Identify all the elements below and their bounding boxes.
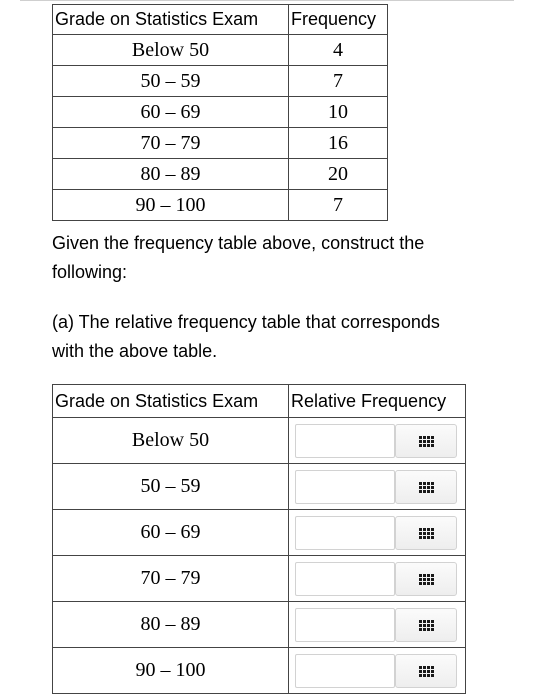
frequency-cell: 10 <box>289 97 388 128</box>
grade-cell: 70 – 79 <box>53 556 289 602</box>
table-row <box>53 418 466 464</box>
math-keypad-button[interactable] <box>395 470 457 504</box>
table-row <box>53 464 466 510</box>
frequency-table <box>52 4 388 221</box>
grid-icon <box>419 574 434 585</box>
table-row <box>53 128 388 159</box>
relative-frequency-input-below-50[interactable] <box>295 424 395 458</box>
table-row <box>53 159 388 190</box>
math-keypad-button[interactable] <box>395 424 457 458</box>
math-keypad-button[interactable] <box>395 654 457 688</box>
math-keypad-button[interactable] <box>395 516 457 550</box>
part-a-question: (a) The relative frequency table that corresponds with the above table. <box>52 312 440 361</box>
table-row <box>53 648 466 694</box>
grade-column-header: Grade on Statistics Exam <box>53 385 289 418</box>
grade-column-header: Grade on Statistics Exam <box>53 5 289 35</box>
relative-frequency-input-80-89[interactable] <box>295 608 395 642</box>
frequency-cell: 7 <box>289 190 388 221</box>
table-row <box>53 510 466 556</box>
grade-cell: 60 – 69 <box>53 97 289 128</box>
frequency-table-header <box>53 5 388 35</box>
table-row <box>53 602 466 648</box>
frequency-cell: 16 <box>289 128 388 159</box>
relative-frequency-table <box>52 384 466 694</box>
answer-cell <box>289 418 466 464</box>
grid-icon <box>419 436 434 447</box>
frequency-cell: 20 <box>289 159 388 190</box>
grade-cell: 70 – 79 <box>53 128 289 159</box>
frequency-column-header: Frequency <box>289 5 388 35</box>
grid-icon <box>419 620 434 631</box>
answer-cell <box>289 556 466 602</box>
answer-cell <box>289 602 466 648</box>
frequency-cell: 7 <box>289 66 388 97</box>
frequency-cell: 4 <box>289 35 388 66</box>
relative-frequency-input-50-59[interactable] <box>295 470 395 504</box>
answer-cell <box>289 464 466 510</box>
top-divider <box>20 0 514 1</box>
relative-frequency-input-90-100[interactable] <box>295 654 395 688</box>
table-row <box>53 97 388 128</box>
grade-cell: 60 – 69 <box>53 510 289 556</box>
relative-table-header <box>53 385 466 418</box>
grade-cell: 80 – 89 <box>53 159 289 190</box>
grade-cell: 50 – 59 <box>53 66 289 97</box>
grade-cell: 50 – 59 <box>53 464 289 510</box>
grade-cell: 90 – 100 <box>53 648 289 694</box>
relative-frequency-input-60-69[interactable] <box>295 516 395 550</box>
instructions-text: Given the frequency table above, construct the following: <box>52 233 425 282</box>
grade-cell: 80 – 89 <box>53 602 289 648</box>
table-row <box>53 556 466 602</box>
answer-cell <box>289 648 466 694</box>
grade-cell: 90 – 100 <box>53 190 289 221</box>
table-row <box>53 190 388 221</box>
table-row <box>53 66 388 97</box>
grade-cell: Below 50 <box>53 35 289 66</box>
relative-frequency-input-70-79[interactable] <box>295 562 395 596</box>
math-keypad-button[interactable] <box>395 562 457 596</box>
table-row <box>53 35 388 66</box>
grid-icon <box>419 528 434 539</box>
grid-icon <box>419 666 434 677</box>
grade-cell: Below 50 <box>53 418 289 464</box>
relative-frequency-column-header: Relative Frequency <box>289 385 466 418</box>
math-keypad-button[interactable] <box>395 608 457 642</box>
answer-cell <box>289 510 466 556</box>
grid-icon <box>419 482 434 493</box>
